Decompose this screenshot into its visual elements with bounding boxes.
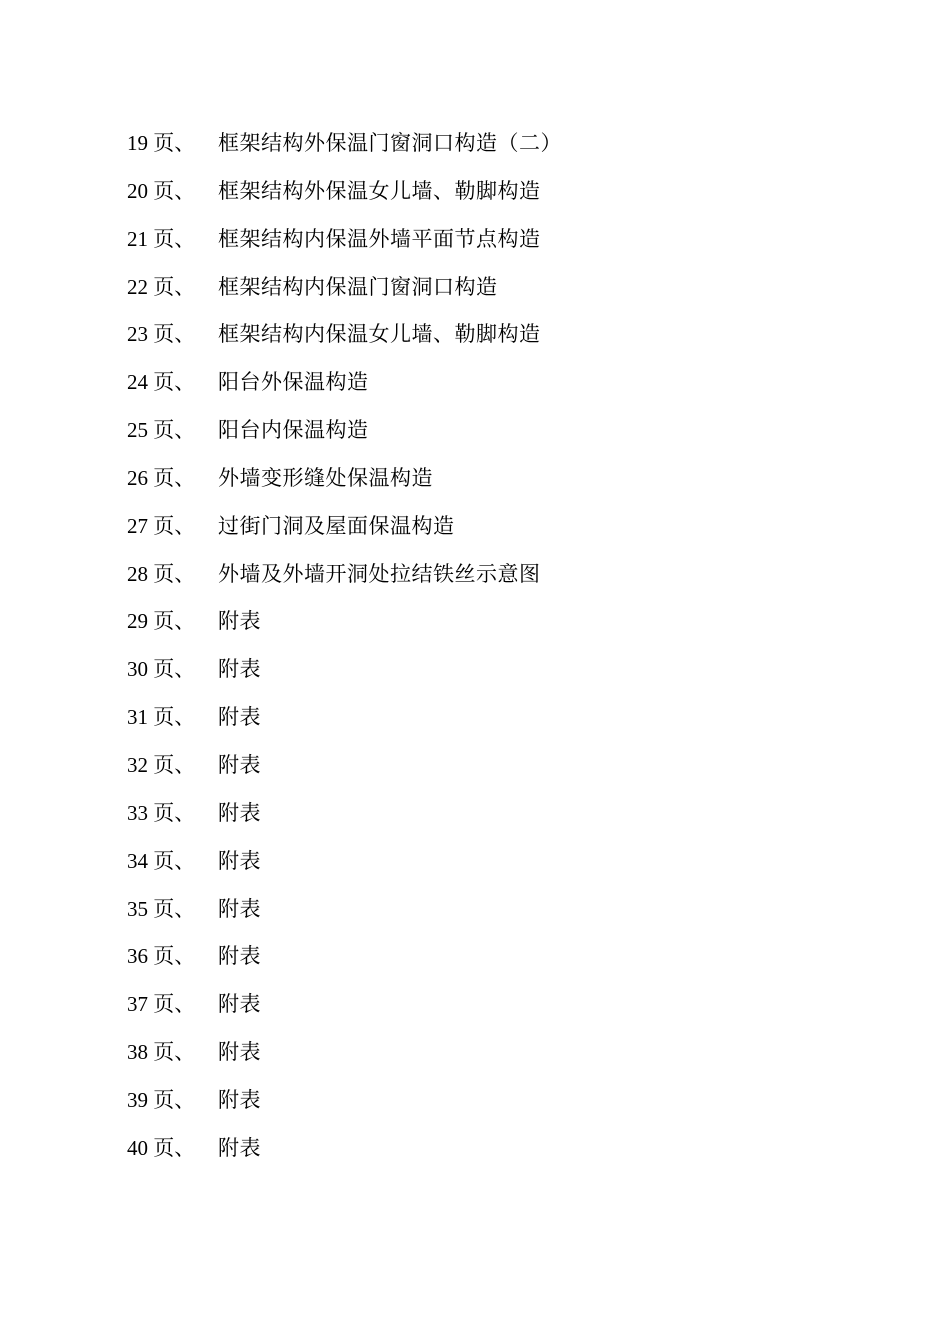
- toc-entry-title: 附表: [218, 1087, 261, 1112]
- toc-entry-title: 附表: [218, 752, 261, 777]
- toc-entry-title: 附表: [218, 896, 261, 921]
- toc-entry: [127, 981, 887, 1029]
- toc-entry: [127, 646, 887, 694]
- toc-entry: [127, 742, 887, 790]
- toc-entry-title: 框架结构内保温女儿墙、勒脚构造: [218, 322, 541, 347]
- toc-entry: [127, 216, 887, 264]
- toc-page-number: 24 页、: [127, 370, 196, 395]
- toc-entry-title: 附表: [218, 848, 261, 873]
- toc-entry-title: 框架结构内保温门窗洞口构造: [218, 274, 498, 299]
- toc-page-number: 26 页、: [127, 465, 196, 490]
- toc-entry: [127, 503, 887, 551]
- toc-page-number: 28 页、: [127, 561, 196, 586]
- toc-entry-title: 外墙变形缝处保温构造: [218, 465, 433, 490]
- toc-entry: [127, 551, 887, 599]
- toc-entry-title: 附表: [218, 800, 261, 825]
- toc-page-number: 21 页、: [127, 226, 196, 251]
- toc-page-number: 29 页、: [127, 609, 196, 634]
- toc-entry-title: 过街门洞及屋面保温构造: [218, 513, 455, 538]
- toc-entry-title: 附表: [218, 657, 261, 682]
- toc-page-number: 35 页、: [127, 896, 196, 921]
- toc-entry: [127, 455, 887, 503]
- toc-entry: [127, 886, 887, 934]
- toc-entry: [127, 694, 887, 742]
- toc-entry-title: 框架结构外保温门窗洞口构造（二）: [218, 131, 562, 155]
- toc-page-number: 20 页、: [127, 178, 196, 203]
- toc-entry-title: 附表: [218, 944, 261, 969]
- table-of-contents: [127, 120, 887, 1173]
- toc-entry-title: 框架结构外保温女儿墙、勒脚构造: [218, 178, 541, 203]
- toc-entry: [127, 598, 887, 646]
- toc-entry: [127, 1125, 887, 1173]
- toc-page-number: 23 页、: [127, 322, 196, 347]
- toc-page-number: 27 页、: [127, 513, 196, 538]
- toc-entry: [127, 264, 887, 312]
- toc-page-number: 19 页、: [127, 131, 196, 155]
- toc-entry-title: 阳台内保温构造: [218, 418, 369, 443]
- toc-entry-title: 附表: [218, 992, 261, 1017]
- toc-entry: [127, 359, 887, 407]
- toc-entry: [127, 790, 887, 838]
- toc-page-number: 32 页、: [127, 752, 196, 777]
- toc-entry-title: 附表: [218, 1135, 261, 1160]
- toc-entry: [127, 933, 887, 981]
- toc-page-number: 40 页、: [127, 1135, 196, 1160]
- toc-entry: [127, 311, 887, 359]
- toc-page-number: 33 页、: [127, 800, 196, 825]
- toc-page-number: 37 页、: [127, 992, 196, 1017]
- toc-entry: [127, 120, 887, 168]
- toc-entry-title: 附表: [218, 609, 261, 634]
- toc-page-number: 39 页、: [127, 1087, 196, 1112]
- toc-entry: [127, 168, 887, 216]
- toc-page-number: 30 页、: [127, 657, 196, 682]
- toc-page-number: 22 页、: [127, 274, 196, 299]
- toc-entry: [127, 838, 887, 886]
- toc-page-number: 34 页、: [127, 848, 196, 873]
- toc-page-number: 25 页、: [127, 418, 196, 443]
- toc-page-number: 38 页、: [127, 1040, 196, 1065]
- toc-entry: [127, 1029, 887, 1077]
- toc-entry-title: 附表: [218, 705, 261, 730]
- toc-entry: [127, 1077, 887, 1125]
- toc-entry-title: 阳台外保温构造: [218, 370, 369, 395]
- toc-entry-title: 框架结构内保温外墙平面节点构造: [218, 226, 541, 251]
- toc-entry-title: 外墙及外墙开洞处拉结铁丝示意图: [218, 561, 541, 586]
- toc-entry-title: 附表: [218, 1040, 261, 1065]
- toc-entry: [127, 407, 887, 455]
- toc-page-number: 36 页、: [127, 944, 196, 969]
- toc-page-number: 31 页、: [127, 705, 196, 730]
